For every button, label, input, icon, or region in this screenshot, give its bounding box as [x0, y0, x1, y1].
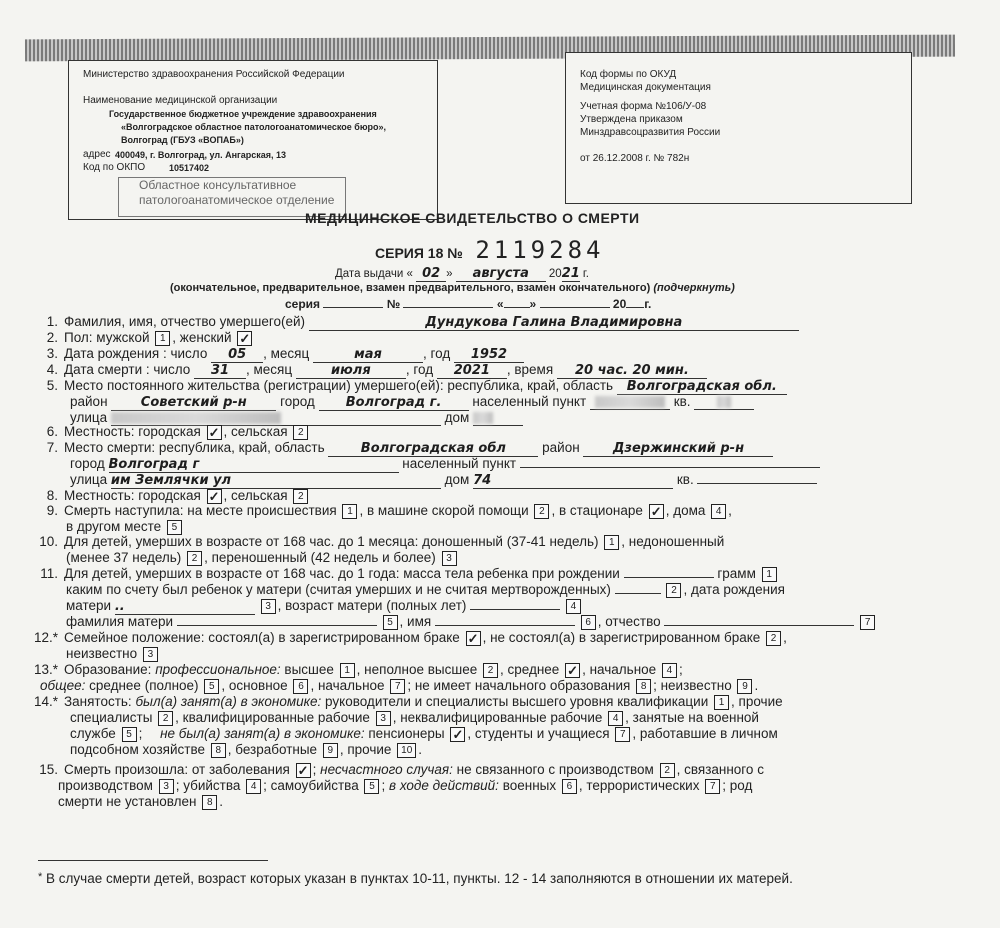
place-other-label: в другом месте	[66, 519, 162, 534]
death-month-value[interactable]: июля	[296, 363, 406, 379]
org-line-2: «Волгоградское областное патологоанатомическое бюро»,	[121, 122, 387, 132]
series-line	[375, 236, 604, 264]
military-label: , занятые на военной	[625, 710, 759, 725]
field-10-number: 10.	[39, 534, 58, 549]
footnote-divider	[38, 860, 268, 861]
field-13-number: 13.*	[33, 662, 58, 677]
field-8-number: 8.	[46, 488, 58, 503]
issue-day: 02	[416, 266, 446, 282]
field-5-line-2	[70, 394, 754, 411]
field-13-education	[28, 662, 683, 678]
cause-end: .	[219, 794, 224, 809]
place-hospital-label: , в стационаре	[551, 503, 643, 518]
birth-order-label: каким по счету был ребенок у матери (считая умерших и не считая мертворожденных)	[66, 582, 611, 597]
prev-month-field[interactable]	[540, 307, 610, 308]
field-4-number: 4.	[46, 362, 58, 377]
field-15-death-cause	[28, 762, 764, 778]
field-15-line-3	[58, 794, 223, 810]
death-time-label: , время	[506, 362, 554, 377]
incomplete-higher-checkbox[interactable]: 2	[483, 663, 498, 678]
death-city-label: город	[70, 456, 105, 471]
mother-age-checkbox[interactable]: 4	[566, 599, 581, 614]
series-number: 2119284	[475, 236, 605, 264]
prev-quote-close: »	[529, 297, 537, 311]
mother-patronymic-checkbox[interactable]: 7	[860, 615, 875, 630]
primary-professional-label: , начальное	[582, 662, 657, 677]
grams-label: грамм	[717, 566, 756, 581]
field-15-label: Смерть произошла: от заболевания	[64, 762, 290, 777]
okud-code-label: Код формы по ОКУД	[580, 69, 677, 80]
field-5-label: Место постоянного жительства (регистрации) умершего(ей): республика, край, область	[64, 378, 614, 393]
occupational-label: , связанного с	[676, 762, 764, 777]
redacted-apartment	[717, 396, 731, 408]
unskilled-workers-label: , неквалифицированные рабочие	[392, 710, 603, 725]
address-label: адрес	[83, 149, 111, 160]
non-occupational-checkbox[interactable]: 2	[660, 763, 675, 778]
birth-year-label: , год	[422, 346, 451, 361]
redacted-house	[473, 412, 493, 424]
field-9-death-circumstance	[28, 503, 732, 519]
field-9-line-2	[66, 519, 184, 535]
death-rural-label: , сельская	[223, 488, 288, 503]
post-term-checkbox[interactable]: 3	[442, 551, 457, 566]
mother-age-label: , возраст матери (полных лет)	[277, 598, 467, 613]
field-10-newborn	[28, 534, 724, 550]
birth-month-label: , месяц	[263, 346, 310, 361]
okud-order-date: от 26.12.2008 г. № 782н	[580, 153, 690, 164]
executives-label: руководители и специалисты высшего уровня квалификации	[325, 694, 709, 709]
prev-quote-open: «	[496, 297, 504, 311]
death-day-value[interactable]: 31	[194, 363, 246, 379]
field-14-line-2	[70, 710, 759, 726]
secondary-checkbox[interactable]: ✓	[565, 663, 580, 678]
death-year-value[interactable]: 2021	[437, 363, 507, 379]
disease-checkbox[interactable]: ✓	[296, 763, 311, 778]
address-value: 400049, г. Волгоград, ул. Ангарская, 13	[115, 150, 287, 160]
secondary-complete-checkbox[interactable]: 5	[204, 679, 219, 694]
field-13-label: Образование:	[64, 662, 152, 677]
suicide-label: ; самоубийства	[263, 778, 359, 793]
death-region-value[interactable]: Волгоградская обл	[328, 441, 538, 457]
mother-age-field[interactable]	[470, 609, 560, 610]
redacted-locality	[595, 396, 665, 408]
field-8-death-area	[28, 488, 310, 504]
residence-rural-label: , сельская	[223, 424, 288, 439]
death-house-label: дом	[444, 472, 470, 487]
pensioners-label: пенсионеры	[368, 726, 445, 741]
private-farm-label: , работавшие в личном	[632, 726, 778, 741]
household-label: подсобном хозяйстве	[70, 742, 205, 757]
basic-checkbox[interactable]: 6	[293, 679, 308, 694]
issue-date-line: Дата выдачи « 02 » августа 2021 г.	[335, 266, 589, 281]
prev-year-prefix: 20	[612, 297, 627, 311]
birth-weight-checkbox[interactable]: 1	[762, 567, 777, 582]
residence-apartment-label: кв.	[673, 394, 691, 409]
field-2-number: 2.	[46, 330, 58, 345]
sex-female-checkbox[interactable]: ✓	[237, 331, 252, 346]
field-3-label: Дата рождения : число	[64, 346, 208, 361]
mother-dob-value[interactable]: ..	[115, 599, 255, 615]
marital-separator: ,	[783, 630, 787, 645]
okpo-label: Код по ОКПО	[83, 162, 146, 173]
field-3-birth-date	[28, 346, 524, 363]
certificate-kind: (окончательное, предварительное, взамен предварительного, взамен окончательного)	[170, 282, 651, 294]
field-11-line-2	[66, 582, 785, 598]
death-locality-value[interactable]	[520, 467, 820, 468]
field-6-number: 6.	[46, 424, 58, 439]
other-specialists-label: , прочие	[731, 694, 783, 709]
mother-surname-label: фамилия матери	[66, 614, 173, 629]
married-checkbox[interactable]: ✓	[466, 631, 481, 646]
residence-locality-value[interactable]	[590, 394, 670, 410]
education-end: .	[754, 678, 759, 693]
military-checkbox[interactable]: 5	[122, 727, 137, 742]
occupational-checkbox[interactable]: 3	[159, 779, 174, 794]
education-separator: ;	[678, 662, 683, 677]
field-1-label: Фамилия, имя, отчество умершего(ей)	[64, 314, 306, 329]
death-urban-checkbox[interactable]: ✓	[207, 489, 222, 504]
residence-street-label: улица	[70, 410, 108, 425]
field-12-marital-status	[28, 630, 787, 646]
birth-weight-field[interactable]	[624, 577, 714, 578]
birth-day-value[interactable]: 05	[211, 347, 263, 363]
okud-approved: Утверждена приказом	[580, 114, 683, 125]
residence-urban-checkbox[interactable]: ✓	[207, 425, 222, 440]
death-apartment-label: кв.	[676, 472, 694, 487]
not-married-checkbox[interactable]: 2	[766, 631, 781, 646]
specialists-label: специалисты	[70, 710, 153, 725]
stamp-line-2: патологоанатомическое отделение	[139, 193, 335, 207]
prev-day-field[interactable]	[504, 307, 530, 308]
residence-city-label: город	[280, 394, 315, 409]
terrorist-label: , террористических	[578, 778, 700, 793]
redacted-street	[111, 412, 281, 424]
org-label: Наименование медицинской организации	[83, 95, 278, 106]
not-married-label: , не состоял(а) в зарегистрированном браке	[482, 630, 761, 645]
field-1-number: 1.	[46, 314, 58, 329]
students-label: , студенты и учащиеся	[467, 726, 610, 741]
field-11-line-3	[66, 598, 583, 615]
field-11-line-4	[66, 614, 877, 630]
undetermined-checkbox[interactable]: 8	[202, 795, 217, 810]
mother-dob-checkbox[interactable]: 3	[261, 599, 276, 614]
ministry-name: Министерство здравоохранения Российской Федерации	[83, 69, 345, 80]
secondary-complete-label: среднее (полное)	[89, 678, 199, 693]
death-apartment-value[interactable]	[697, 483, 817, 484]
place-accident-checkbox[interactable]: 1	[342, 504, 357, 519]
secondary-label: , среднее	[500, 662, 560, 677]
unemployed-label: не был(а) занят(а) в экономике:	[160, 726, 365, 741]
death-rural-checkbox[interactable]: 2	[293, 489, 308, 504]
stamp-line-1: Областное консультативное	[139, 178, 297, 192]
field-11-label: Для детей, умерших в возрасте от 168 час. до 1 года: масса тела ребенка при рождении	[64, 566, 620, 581]
basic-label: , основное	[221, 678, 288, 693]
place-home-label: , дома	[665, 503, 706, 518]
okud-form-number: Учетная форма №106/У-08	[580, 101, 707, 112]
prev-year-suffix: г.	[644, 297, 652, 311]
post-term-label: , переношенный (42 недель и более)	[204, 550, 436, 565]
field-15-number: 15.	[39, 762, 58, 777]
suicide-separator: ;	[381, 778, 386, 793]
terrorist-checkbox[interactable]: 7	[705, 779, 720, 794]
residence-district-value[interactable]: Советский р-н	[111, 395, 276, 411]
death-street-label: улица	[70, 472, 108, 487]
mother-patronymic-field[interactable]	[664, 625, 854, 626]
primary-professional-checkbox[interactable]: 4	[662, 663, 677, 678]
death-city-value[interactable]: Волгоград г	[109, 457, 399, 473]
birth-order-field[interactable]	[615, 593, 661, 594]
no-education-label: ; не имеет начального образования	[407, 678, 631, 693]
place-ambulance-label: , в машине скорой помощи	[359, 503, 529, 518]
field-5-number: 5.	[46, 378, 58, 393]
premature-weeks-label: (менее 37 недель)	[66, 550, 182, 565]
unskilled-workers-checkbox[interactable]: 4	[608, 711, 623, 726]
series-label: СЕРИЯ 18 №	[375, 245, 463, 261]
birth-order-checkbox[interactable]: 2	[666, 583, 681, 598]
place-ambulance-checkbox[interactable]: 2	[534, 504, 549, 519]
full-name-value[interactable]: Дундукова Галина Владимировна	[309, 315, 799, 331]
employed-label: был(а) занят(а) в экономике:	[135, 694, 322, 709]
skilled-workers-checkbox[interactable]: 3	[376, 711, 391, 726]
skilled-workers-label: , квалифицированные рабочие	[175, 710, 370, 725]
during-actions-label: в ходе действий:	[389, 778, 499, 793]
field-2-sex	[28, 330, 254, 346]
mother-name-checkbox[interactable]: 6	[581, 615, 596, 630]
higher-label: высшее	[284, 662, 334, 677]
marital-unknown-label: неизвестно	[66, 646, 138, 661]
students-checkbox[interactable]: 7	[615, 727, 630, 742]
field-7-number: 7.	[46, 440, 58, 455]
prev-year-field[interactable]	[626, 307, 644, 308]
place-hospital-checkbox[interactable]: ✓	[649, 504, 664, 519]
other-employment-checkbox[interactable]: 10	[397, 743, 416, 758]
premature-checkbox[interactable]: 2	[187, 551, 202, 566]
underline-note: (подчеркнуть)	[653, 282, 735, 294]
mother-name-label: , имя	[399, 614, 432, 629]
field-9-label: Смерть наступила: на месте происшествия	[64, 503, 337, 518]
specialists-checkbox[interactable]: 2	[158, 711, 173, 726]
general-education-label: общее:	[40, 678, 86, 693]
field-10-line-2	[66, 550, 459, 566]
issue-date-label: Дата выдачи «	[335, 268, 413, 280]
prev-series-label: серия	[285, 297, 321, 311]
pensioners-checkbox[interactable]: ✓	[450, 727, 465, 742]
mother-label: матери	[66, 598, 112, 613]
death-month-label: , месяц	[246, 362, 293, 377]
footnote-text: В случае смерти детей, возраст которых указан в пунктах 10-11, пункты. 12 - 14 заполняются в отношении их матерей.	[46, 871, 793, 886]
previous-certificate-line	[285, 297, 651, 311]
education-unknown-label: ; неизвестно	[653, 678, 732, 693]
issue-month: августа	[456, 266, 546, 282]
field-15-line-2	[58, 778, 752, 794]
okpo-value: 10517402	[169, 163, 210, 173]
okud-med-docs: Медицинская документация	[580, 82, 711, 93]
field-8-label: Местность: городская	[64, 488, 201, 503]
mother-patronymic-label: , отчество	[597, 614, 661, 629]
org-line-1: Государственное бюджетное учреждение здравоохранения	[109, 109, 377, 119]
field-12-label: Семейное положение: состоял(а) в зарегистрированном браке	[64, 630, 460, 645]
mother-dob-label: , дата рождения	[683, 582, 785, 597]
field-12-line-2	[66, 646, 160, 662]
field-14-line-3	[70, 726, 778, 742]
document-title: МЕДИЦИНСКОЕ СВИДЕТЕЛЬСТВО О СМЕРТИ	[305, 210, 640, 226]
field-7-label: Место смерти: республика, край, область	[64, 440, 325, 455]
field-7-line-2	[70, 456, 820, 473]
mother-name-field[interactable]	[435, 625, 575, 626]
unemployed-checkbox[interactable]: 9	[323, 743, 338, 758]
prev-number-field[interactable]	[403, 307, 493, 308]
prev-number-label: №	[386, 297, 401, 311]
death-locality-label: населенный пункт	[402, 456, 517, 471]
field-7-death-place	[28, 440, 773, 457]
footnote	[38, 871, 793, 886]
field-14-line-4	[70, 742, 422, 758]
professional-education-label: профессиональное:	[155, 662, 281, 677]
employment-end: .	[418, 742, 422, 757]
field-13-line-2	[40, 678, 758, 694]
household-checkbox[interactable]: 8	[211, 743, 226, 758]
education-unknown-checkbox[interactable]: 9	[737, 679, 752, 694]
undetermined-label: смерти не установлен	[58, 794, 197, 809]
field-5-residence	[28, 378, 787, 395]
death-time-value[interactable]: 20 час. 20 мин.	[557, 363, 707, 379]
death-house-value[interactable]: 74	[473, 473, 673, 489]
primary-general-checkbox[interactable]: 7	[390, 679, 405, 694]
death-district-label: район	[542, 440, 580, 455]
okud-ministry: Минздравсоцразвития России	[580, 127, 721, 138]
issue-year: 21	[561, 266, 580, 281]
residence-house-value[interactable]	[473, 410, 523, 426]
occupational-production-label: производством	[58, 778, 153, 793]
residence-rural-checkbox[interactable]: 2	[293, 425, 308, 440]
field-6-label: Местность: городская	[64, 424, 201, 439]
primary-general-label: , начальное	[310, 678, 385, 693]
place-separator: ,	[728, 503, 732, 518]
field-4-label: Дата смерти : число	[64, 362, 191, 377]
place-home-checkbox[interactable]: 4	[711, 504, 726, 519]
executives-checkbox[interactable]: 1	[714, 695, 729, 710]
residence-apartment-value[interactable]	[694, 394, 754, 410]
org-line-3: Волгоград (ГБУЗ «ВОПАБ»)	[121, 135, 244, 145]
death-street-value[interactable]: им Землячки ул	[111, 473, 441, 489]
sex-male-checkbox[interactable]: 1	[155, 331, 170, 346]
death-year-label: , год	[405, 362, 434, 377]
field-4-death-date	[28, 362, 707, 379]
field-14-employment	[28, 694, 783, 710]
other-employment-label: , прочие	[339, 742, 392, 757]
military-actions-label: военных	[502, 778, 557, 793]
military-service-label: службе	[70, 726, 116, 741]
field-10-label: Для детей, умерших в возрасте от 168 час. до 1 месяца: доношенный (37-41 недель)	[64, 534, 599, 549]
mother-surname-checkbox[interactable]: 5	[383, 615, 398, 630]
death-district-value[interactable]: Дзержинский р-н	[583, 441, 773, 457]
footnote-asterisk: *	[38, 871, 43, 883]
full-term-checkbox[interactable]: 1	[604, 535, 619, 550]
cause-type-label: ; род	[722, 778, 753, 793]
unemployed-status-label: , безработные	[227, 742, 318, 757]
sex-separator: , женский	[172, 330, 232, 345]
birth-year-value[interactable]: 1952	[454, 347, 524, 363]
marital-unknown-checkbox[interactable]: 3	[143, 647, 158, 662]
mother-surname-field[interactable]	[177, 625, 377, 626]
field-2-label: Пол: мужской	[64, 330, 150, 345]
issue-year-suffix: г.	[582, 268, 589, 280]
suicide-checkbox[interactable]: 5	[364, 779, 379, 794]
birth-month-value[interactable]: мая	[313, 347, 423, 363]
field-9-number: 9.	[46, 503, 58, 518]
field-3-number: 3.	[46, 346, 58, 361]
certificate-kind-line	[170, 282, 735, 294]
field-14-label: Занятость:	[64, 694, 132, 709]
non-occupational-label: не связанного с производством	[456, 762, 654, 777]
field-14-number: 14.*	[33, 694, 58, 709]
residence-city-value[interactable]: Волгоград г.	[319, 395, 469, 411]
place-other-checkbox[interactable]: 5	[167, 520, 182, 535]
prev-series-field[interactable]	[323, 307, 383, 308]
okud-box	[565, 52, 912, 204]
residence-house-label: дом	[444, 410, 470, 425]
incomplete-higher-label: , неполное высшее	[356, 662, 478, 677]
accident-label: несчастного случая:	[320, 762, 453, 777]
residence-locality-label: населенный пункт	[472, 394, 587, 409]
residence-region-value[interactable]: Волгоградская обл.	[617, 379, 787, 395]
homicide-label: ; убийства	[175, 778, 241, 793]
field-7-line-3	[70, 472, 817, 489]
residence-district-label: район	[70, 394, 108, 409]
military-actions-checkbox[interactable]: 6	[562, 779, 577, 794]
homicide-checkbox[interactable]: 4	[246, 779, 261, 794]
field-12-number: 12.*	[33, 630, 58, 645]
issue-year-prefix: 20	[548, 268, 562, 280]
field-6-residence-area	[28, 424, 310, 440]
premature-label: , недоношенный	[621, 534, 725, 549]
no-education-checkbox[interactable]: 8	[636, 679, 651, 694]
cause-separator: ;	[312, 762, 317, 777]
field-11-number: 11.	[40, 566, 58, 581]
higher-checkbox[interactable]: 1	[340, 663, 355, 678]
employment-separator: ;	[138, 726, 143, 741]
field-11-infant	[28, 566, 779, 582]
field-1-full-name	[28, 314, 799, 331]
